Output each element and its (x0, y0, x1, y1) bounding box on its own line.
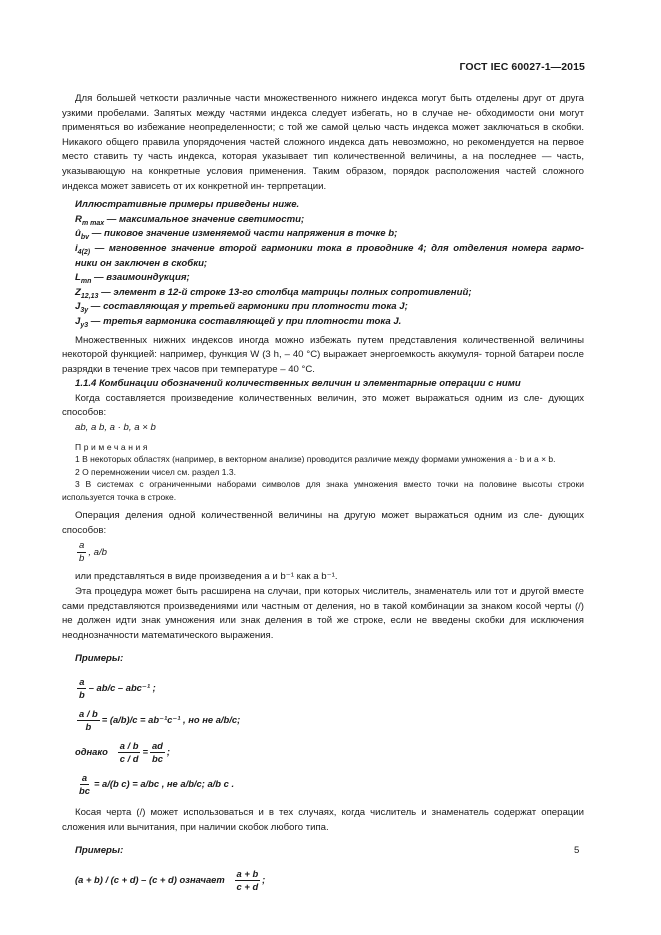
formula-4: $\frac{a}{bc}$ = a/(b c) = a/bc , не a/b/c; a/b c . (79, 771, 235, 796)
formula-5: (a + b) / (c + d) – (c + d) означает $\frac{a + b}{c + d}$ ; (75, 867, 266, 892)
page-number: 5 (574, 845, 580, 856)
section-heading: 1.1.4 Комбинации обозначений количественных величин и элементарные операции с ними (75, 378, 521, 390)
paragraph-subscripts: Для большей четкости различные части множественного нижнего индекса могут быть отделены друг от друга узкими пробелами. Запятых между частями индекса следует избегать, но в случае не- обходимости они могут применяться во избежание неопределенности; с той же самой целью часть индекса может заключаться в скобки. Никакого общего правила упорядочения частей сложного индекса дать невозможно, но рекомендуется на первое место ставить ту часть индекса, которая указывает тип количественной величины, а на последнее — часть, указывающую на конкретные условия применения. Таким образом, порядок расположения частей сложного индекса может зависеть от их конкретной ин- терпретации. (62, 93, 584, 192)
fraction: $\frac{a}{b}$ (79, 675, 85, 700)
example-item: $J_{3y}$ — составляющая у третьей гармоники при плотности тока J; (75, 301, 408, 315)
formula-1: $\frac{a}{b}$ – ab/c – abc⁻¹ ; (79, 675, 156, 700)
fraction: $\frac{a / b}{b}$ (79, 707, 98, 732)
examples-intro: Иллюстративные примеры приведены ниже. (75, 199, 300, 211)
paragraph-slash: Косая черта (/) может использоваться и в тех случаях, когда числитель и знаменатель содержат операции сложения или вычитания, при наличии скобок любого типа. (62, 806, 584, 833)
fraction: $\frac{a + b}{c + d}$ (236, 867, 259, 892)
paragraph-product-form: или представляться в виде произведения a и b⁻¹ как a b⁻¹. (75, 571, 338, 583)
division-formula: $\frac{a}{b}$ , a/b (79, 540, 108, 565)
formula-3: однако $\frac{a / b}{c / d}$ = $\frac{ad}{bc}$ ; (75, 739, 171, 764)
document-header: ГОСТ IEC 60027-1—2015 (459, 61, 585, 73)
products-formula: ab, a b, a · b, a × b (75, 422, 156, 434)
fraction: $\frac{a}{b}$ (79, 540, 85, 565)
example-item: $J_{y3}$ — третья гармоника составляющей у при плотности тока J. (75, 315, 402, 329)
paragraph-functions: Множественных нижних индексов иногда можно избежать путем представления количественной величины некоторой функцией: например, функция W (3 h, – 40 °C) выражает энергоемкость аккумуля- торной батареи после разрядки в течение трех часов при температуре – 40 °C. (62, 334, 584, 375)
paragraph-products: Когда составляется произведение количественных величин, это может выражаться одним из сле- дующих способов: (62, 392, 584, 419)
examples-label: Примеры: (75, 845, 124, 857)
formula-2: $\frac{a / b}{b}$ = (a/b)/c = ab⁻¹c⁻¹ , но не a/b/c; (79, 707, 241, 732)
page-content (62, 92, 584, 893)
fraction: $\frac{a}{bc}$ (79, 771, 90, 796)
examples-label: Примеры: (75, 653, 124, 665)
note-1: 1 В некоторых областях (например, в векторном анализе) проводится различие между формами умножения a · b и a × b. (75, 454, 556, 465)
notes-block (62, 441, 584, 504)
note-2: 2 О перемножении чисел см. раздел 1.3. (75, 466, 236, 477)
note-3: 3 В системах с ограниченными наборами символов для знака умножения вместо точки на половине высоты строки используется точка в строке. (62, 479, 584, 502)
paragraph-division: Операция деления одной количественной величины на другую может выражаться одним из сле- дующих способов: (62, 510, 584, 536)
fraction: $\frac{ad}{bc}$ (151, 739, 163, 764)
fraction: $\frac{a / b}{c / d}$ (119, 739, 139, 764)
example-item: $û_{bv}$ — пиковое значение изменяемой части напряжения в точке b; (75, 228, 398, 242)
example-item: $R_{m max}$ — максимальное значение светимости; (75, 213, 305, 227)
example-item: $Z_{12,13}$ — элемент в 12-й строке 13-го столбца матрицы полных сопротивлений; (75, 286, 472, 300)
paragraph-extension: Эта процедура может быть расширена на случаи, при которых числитель, знаменатель или тот и другой вместе сами представляются произведениями или частным от деления, но в такой комбинации за знаком косой черты (/) не должен идти знак умножения или знак деления в той же строке, если не введены скобки для исключения неоднозначности математического выражения. (62, 585, 584, 641)
example-item: $L_{mn}$ — взаимоиндукция; (75, 272, 190, 286)
notes-heading: Примечания (75, 441, 151, 452)
example-item: $i_{4(2)}$ — мгновенное значение второй гармоники тока в проводнике 4; для отделения номера гармо- ники он заключен в скобки; (75, 242, 584, 269)
examples-block (62, 198, 584, 329)
